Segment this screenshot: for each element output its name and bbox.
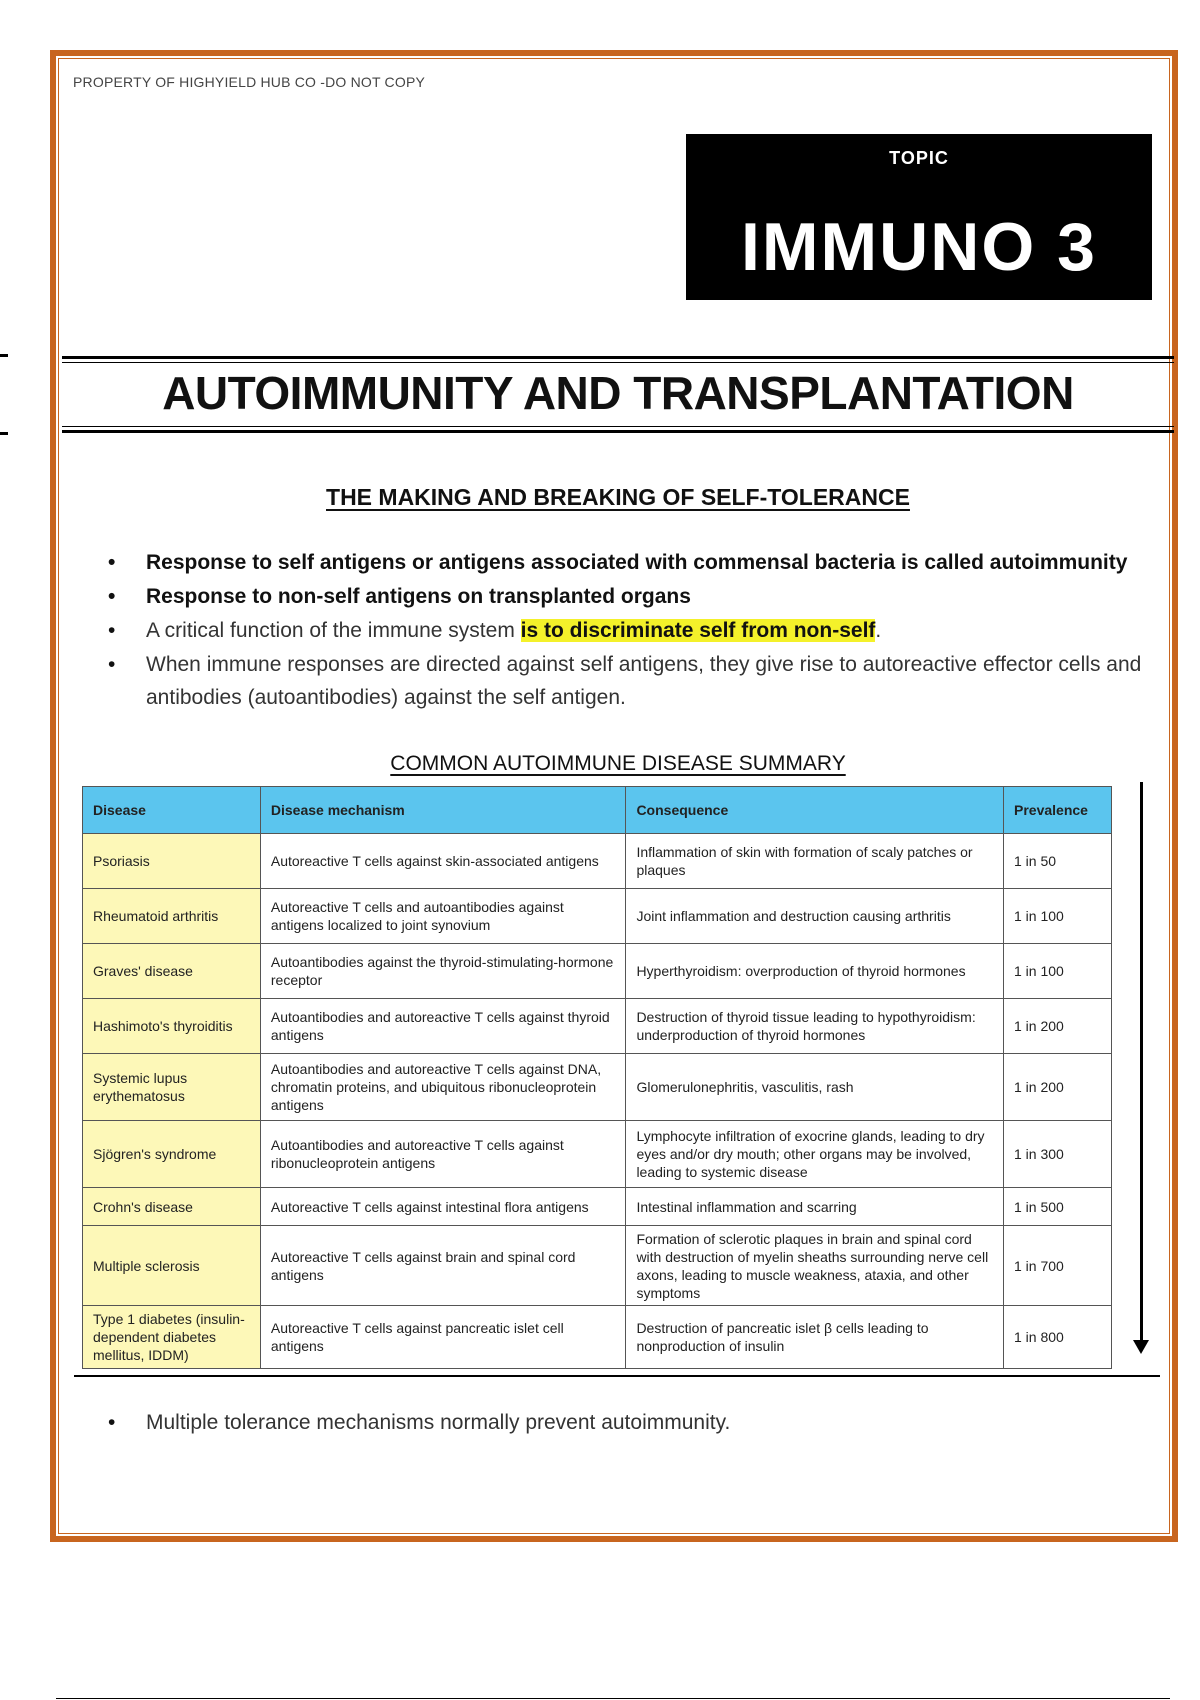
prevalence-cell: 1 in 800 (1004, 1306, 1112, 1369)
margin-tick (0, 432, 8, 435)
mechanism-cell: Autoreactive T cells against brain and spinal cord antigens (260, 1226, 626, 1306)
table-row (83, 834, 1112, 889)
consequence-cell: Joint inflammation and destruction causing arthritis (626, 889, 1004, 944)
title-rule-bottom (62, 430, 1174, 433)
bullet-autoreactive: • When immune responses are directed against self antigens, they give rise to autoreactive effector cells and antibodies (autoantibodies) against the self antigen. (108, 648, 1148, 714)
consequence-cell: Formation of sclerotic plaques in brain and spinal cord with destruction of myelin sheaths surrounding nerve cell axons, leading to muscle weakness, ataxia, and other symptoms (626, 1226, 1004, 1306)
column-header: Consequence (626, 787, 1004, 834)
watermark: PROPERTY OF HIGHYIELD HUB CO -DO NOT COPY (73, 74, 426, 90)
topic-box (686, 134, 1152, 300)
prevalence-cell: 1 in 100 (1004, 944, 1112, 999)
table-bottom-rule (74, 1375, 1160, 1377)
prevalence-cell: 1 in 100 (1004, 889, 1112, 944)
disease-cell: Rheumatoid arthritis (83, 889, 261, 944)
disease-cell: Hashimoto's thyroiditis (83, 999, 261, 1054)
table-title-text: COMMON AUTOIMMUNE DISEASE SUMMARY (390, 752, 846, 775)
mechanism-cell: Autoantibodies against the thyroid-stimulating-hormone receptor (260, 944, 626, 999)
bullet-text-end: . (875, 619, 882, 642)
disease-table (82, 786, 1112, 1369)
table-row (83, 1121, 1112, 1188)
prevalence-cell: 1 in 500 (1004, 1188, 1112, 1226)
page-title: AUTOIMMUNITY AND TRANSPLANTATION (162, 367, 1074, 419)
topic-title: IMMUNO 3 (741, 209, 1097, 285)
table-row (83, 1188, 1112, 1226)
consequence-cell: Intestinal inflammation and scarring (626, 1188, 1004, 1226)
bullet-critical-function (108, 614, 1148, 647)
disease-cell: Graves' disease (83, 944, 261, 999)
table-row (83, 1226, 1112, 1306)
page-title-wrap (62, 356, 1174, 430)
bullet-text: A critical function of the immune system (146, 619, 521, 642)
disease-cell: Crohn's disease (83, 1188, 261, 1226)
consequence-cell: Destruction of thyroid tissue leading to hypothyroidism: underproduction of thyroid hormones (626, 999, 1004, 1054)
closing-bullet-list (108, 1406, 1148, 1439)
mechanism-cell: Autoantibodies and autoreactive T cells against thyroid antigens (260, 999, 626, 1054)
mechanism-cell: Autoantibodies and autoreactive T cells against ribonucleoprotein antigens (260, 1121, 626, 1188)
column-header: Prevalence (1004, 787, 1112, 834)
down-arrow-icon (1133, 1340, 1149, 1354)
bullet-tolerance: • Multiple tolerance mechanisms normally prevent autoimmunity. (108, 1406, 1148, 1439)
prevalence-cell: 1 in 50 (1004, 834, 1112, 889)
table-title (62, 752, 1174, 776)
disease-cell: Systemic lupus erythematosus (83, 1054, 261, 1121)
mechanism-cell: Autoreactive T cells against skin-associated antigens (260, 834, 626, 889)
disease-cell: Multiple sclerosis (83, 1226, 261, 1306)
table-row (83, 889, 1112, 944)
consequence-cell: Glomerulonephritis, vasculitis, rash (626, 1054, 1004, 1121)
disease-cell: Sjögren's syndrome (83, 1121, 261, 1188)
table-row (83, 1306, 1112, 1369)
column-header: Disease mechanism (260, 787, 626, 834)
bullet-transplant: • Response to non-self antigens on transplanted organs (108, 580, 1148, 613)
prevalence-cell: 1 in 200 (1004, 1054, 1112, 1121)
prevalence-arrow-shaft (1140, 782, 1143, 1342)
page-bottom-rule (56, 1698, 1170, 1699)
consequence-cell: Lymphocyte infiltration of exocrine glands, leading to dry eyes and/or dry mouth; other organs may be involved, leading to systemic disease (626, 1121, 1004, 1188)
table-row (83, 1054, 1112, 1121)
margin-tick (0, 354, 8, 357)
consequence-cell: Inflammation of skin with formation of scaly patches or plaques (626, 834, 1004, 889)
consequence-cell: Destruction of pancreatic islet β cells leading to nonproduction of insulin (626, 1306, 1004, 1369)
topic-label: TOPIC (889, 148, 949, 168)
title-rule-bottom-thin (62, 426, 1174, 427)
mechanism-cell: Autoreactive T cells against pancreatic islet cell antigens (260, 1306, 626, 1369)
section-heading-text: THE MAKING AND BREAKING OF SELF-TOLERANCE (326, 484, 910, 510)
prevalence-cell: 1 in 700 (1004, 1226, 1112, 1306)
table-row (83, 944, 1112, 999)
mechanism-cell: Autoreactive T cells and autoantibodies against antigens localized to joint synovium (260, 889, 626, 944)
section-heading (62, 484, 1174, 511)
consequence-cell: Hyperthyroidism: overproduction of thyroid hormones (626, 944, 1004, 999)
column-header: Disease (83, 787, 261, 834)
intro-bullet-list (108, 546, 1148, 715)
mechanism-cell: Autoantibodies and autoreactive T cells against DNA, chromatin proteins, and ubiquitous ribonucleoprotein antigens (260, 1054, 626, 1121)
table-row (83, 999, 1112, 1054)
table-header-row (83, 787, 1112, 834)
prevalence-cell: 1 in 200 (1004, 999, 1112, 1054)
disease-cell: Psoriasis (83, 834, 261, 889)
mechanism-cell: Autoreactive T cells against intestinal flora antigens (260, 1188, 626, 1226)
prevalence-cell: 1 in 300 (1004, 1121, 1112, 1188)
bullet-autoimmunity: • Response to self antigens or antigens associated with commensal bacteria is called autoimmunity (108, 546, 1148, 579)
disease-cell: Type 1 diabetes (insulin-dependent diabetes mellitus, IDDM) (83, 1306, 261, 1369)
highlighted-text: is to discriminate self from non-self (520, 619, 876, 642)
